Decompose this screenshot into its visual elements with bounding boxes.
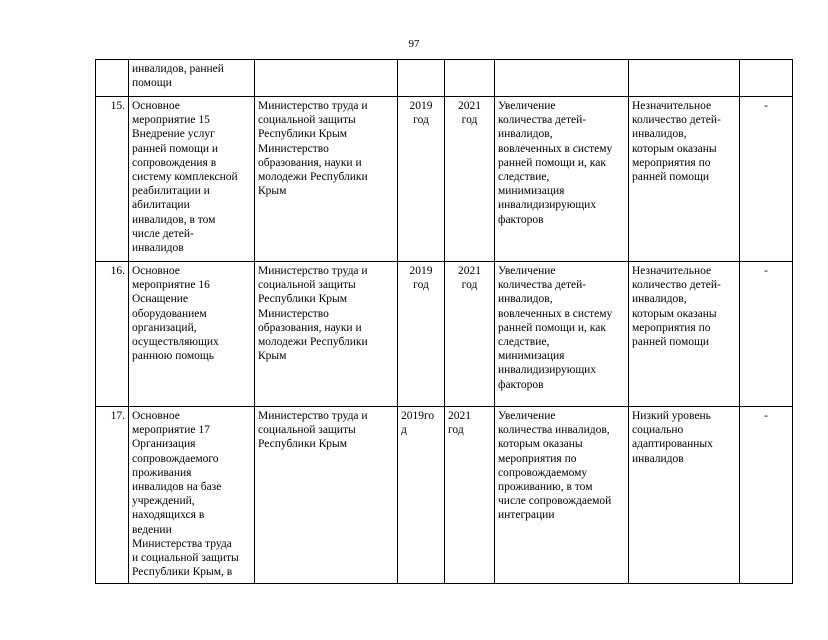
table-cell-link: - xyxy=(740,407,793,584)
table-row xyxy=(96,407,793,584)
table-cell-consequence: Незначительное количество детей- инвалидов, которым оказаны мероприятия по ранней помощи xyxy=(629,262,740,407)
table-cell-expected-result: Увеличение количества инвалидов, которым оказаны мероприятия по сопровождаемому проживанию, в том числе сопровождаемой интеграции xyxy=(495,407,629,584)
table-cell-measure-name: Основное мероприятие 15 Внедрение услуг ранней помощи и сопровождения в систему комплексной реабилитации и абилитации инвалидов, в том числе детей- инвалидов xyxy=(129,97,255,262)
table-cell-number: 17. xyxy=(96,407,129,584)
table-cell-link: - xyxy=(740,262,793,407)
table-cell-executor: Министерство труда и социальной защиты Республики Крым Министерство образования, науки и молодежи Республики Крым xyxy=(255,262,398,407)
table-cell-number: 16. xyxy=(96,262,129,407)
table-cell-start-year: 2019 год xyxy=(398,262,445,407)
page-number: 97 xyxy=(408,38,420,50)
table-cell-measure-name: Основное мероприятие 16 Оснащение оборудованием организаций, осуществляющих раннюю помощь xyxy=(129,262,255,407)
table-cell-start-year: 2019 год xyxy=(398,97,445,262)
table-cell-expected-result: Увеличение количества детей- инвалидов, вовлеченных в систему ранней помощи и, как следствие, минимизация инвалидизирующих факторов xyxy=(495,262,629,407)
table-cell-measure-name: инвалидов, ранней помощи xyxy=(129,60,255,97)
table-cell xyxy=(96,60,129,97)
table-cell xyxy=(629,60,740,97)
table-cell-consequence: Незначительное количество детей- инвалидов, которым оказаны мероприятия по ранней помощи xyxy=(629,97,740,262)
table-cell-start-year: 2019го д xyxy=(398,407,445,584)
table-cell-number: 15. xyxy=(96,97,129,262)
table-row xyxy=(96,262,793,407)
program-measures-table xyxy=(95,59,793,584)
table-cell-link: - xyxy=(740,97,793,262)
table-cell-consequence: Низкий уровень социально адаптированных инвалидов xyxy=(629,407,740,584)
table-cell-end-year: 2021 год xyxy=(445,262,495,407)
table-cell-measure-name: Основное мероприятие 17 Организация сопровождаемого проживания инвалидов на базе учреждений, находящихся в ведении Министерства труда и социальной защиты Республики Крым, в xyxy=(129,407,255,584)
table-cell-end-year: 2021 год xyxy=(445,97,495,262)
table-cell xyxy=(495,60,629,97)
table-cell xyxy=(255,60,398,97)
table-row-continuation xyxy=(96,60,793,97)
table-cell xyxy=(740,60,793,97)
table-cell-expected-result: Увеличение количества детей- инвалидов, вовлеченных в систему ранней помощи и, как следствие, минимизация инвалидизирующих факторов xyxy=(495,97,629,262)
table-cell-executor: Министерство труда и социальной защиты Республики Крым Министерство образования, науки и молодежи Республики Крым xyxy=(255,97,398,262)
table-cell-end-year: 2021 год xyxy=(445,407,495,584)
table-row xyxy=(96,97,793,262)
table-cell xyxy=(398,60,445,97)
table-cell xyxy=(445,60,495,97)
table-cell-executor: Министерство труда и социальной защиты Республики Крым xyxy=(255,407,398,584)
